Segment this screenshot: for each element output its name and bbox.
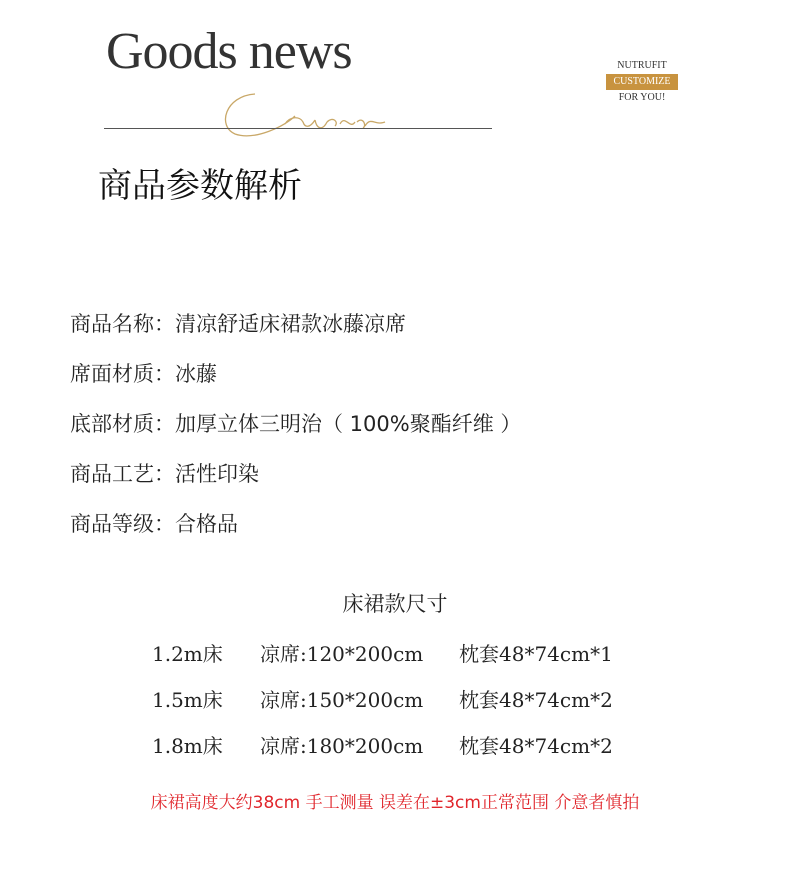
spec-value: 清凉舒适床裙款冰藤凉席 xyxy=(175,312,406,336)
script-logo xyxy=(215,86,415,146)
size-mat: 凉席:180*200cm xyxy=(260,734,424,758)
header-divider xyxy=(104,128,492,129)
spec-label: 席面材质 xyxy=(70,362,154,386)
spec-value: 活性印染 xyxy=(175,462,259,486)
size-pillow: 枕套48*74cm*1 xyxy=(459,642,613,666)
header-title: Goods news xyxy=(106,23,352,80)
spec-sep: ： xyxy=(154,412,175,436)
size-pillow: 枕套48*74cm*2 xyxy=(459,734,613,758)
spec-label: 商品工艺 xyxy=(70,462,154,486)
spec-row xyxy=(70,456,521,506)
size-row xyxy=(152,636,613,682)
spec-row xyxy=(70,356,521,406)
size-mat: 凉席:150*200cm xyxy=(260,688,424,712)
brand-line-3: FOR YOU! xyxy=(618,92,666,103)
spec-value: 加厚立体三明治（ 100%聚酯纤维 ） xyxy=(175,412,522,436)
size-bed: 1.2m床 xyxy=(152,642,223,666)
size-mat: 凉席:120*200cm xyxy=(260,642,424,666)
spec-sep: ： xyxy=(154,512,175,536)
spec-value: 冰藤 xyxy=(175,362,217,386)
section-title: 商品参数解析 xyxy=(98,166,302,206)
spec-row xyxy=(70,506,521,556)
size-pillow: 枕套48*74cm*2 xyxy=(459,688,613,712)
size-row xyxy=(152,682,613,728)
spec-sep: ： xyxy=(154,312,175,336)
spec-label: 商品等级 xyxy=(70,512,154,536)
brand-tag xyxy=(606,58,678,106)
size-bed: 1.5m床 xyxy=(152,688,223,712)
brand-line-2: CUSTOMIZE xyxy=(606,74,678,90)
measurement-note: 床裙高度大约38cm 手工测量 误差在±3cm正常范围 介意者慎拍 xyxy=(150,793,640,813)
size-table xyxy=(152,636,613,774)
spec-label: 商品名称 xyxy=(70,312,154,336)
spec-list xyxy=(70,306,521,556)
size-bed: 1.8m床 xyxy=(152,734,223,758)
spec-label: 底部材质 xyxy=(70,412,154,436)
spec-sep: ： xyxy=(154,362,175,386)
spec-row xyxy=(70,306,521,356)
size-row xyxy=(152,728,613,774)
spec-sep: ： xyxy=(154,462,175,486)
spec-value: 合格品 xyxy=(175,512,238,536)
brand-line-1: NUTRUFIT xyxy=(617,60,667,71)
size-heading: 床裙款尺寸 xyxy=(342,592,448,616)
spec-row xyxy=(70,406,521,456)
